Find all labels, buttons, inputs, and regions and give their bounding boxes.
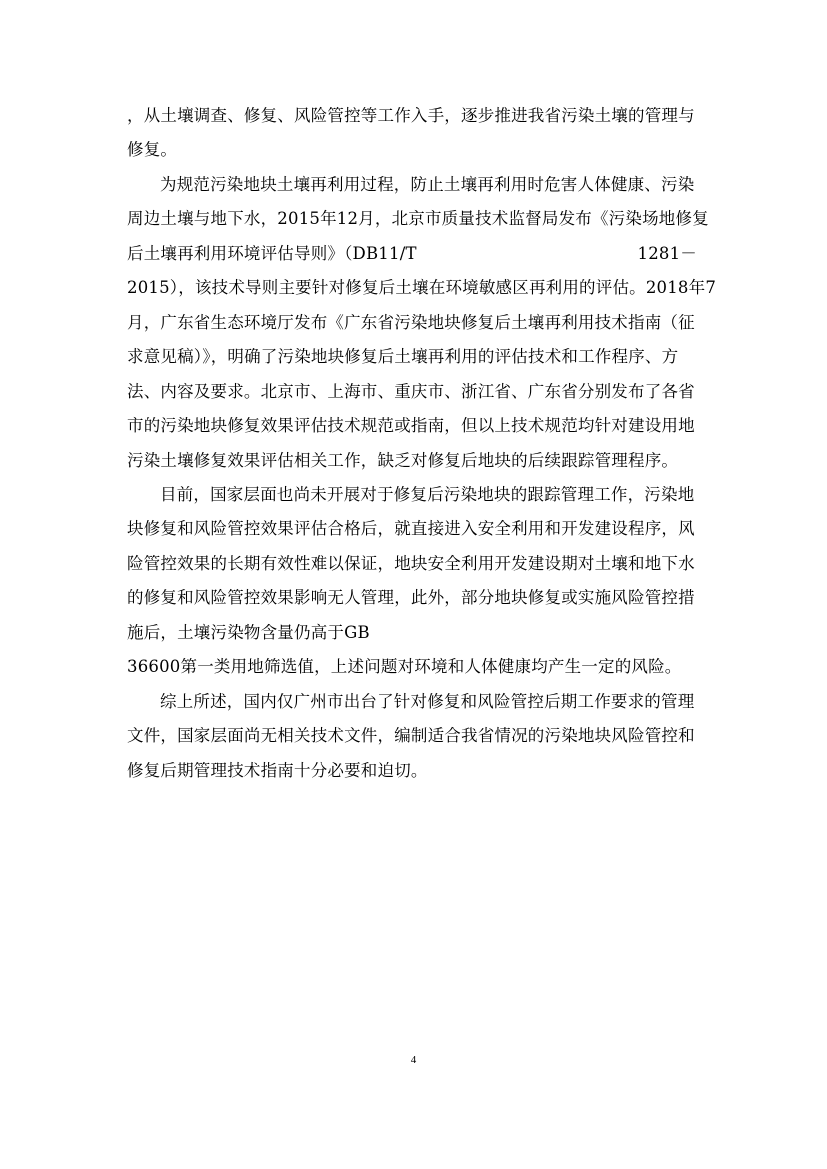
text-line: 块修复和风险管控效果评估合格后，就直接进入安全利用和开发建设程序，风 <box>127 519 695 538</box>
text-line: 险管控效果的长期有效性难以保证，地块安全利用开发建设期对土壤和地下水 <box>127 554 695 573</box>
text-line: 市的污染地块修复效果评估技术规范或指南，但以上技术规范均针对建设用地 <box>127 416 695 435</box>
text-line: 修复。 <box>127 140 178 159</box>
text-line-justified <box>127 237 697 271</box>
text-line: 的修复和风险管控效果影响无人管理，此外，部分地块修复或实施风险管控措 <box>127 588 695 607</box>
text-line: 法、内容及要求。北京市、上海市、重庆市、浙江省、广东省分别发布了各省 <box>127 382 695 401</box>
text-line: 月，广东省生态环境厅发布《广东省污染地块修复后土壤再利用技术指南（征 <box>127 313 695 332</box>
text-line: 文件，国家层面尚无相关技术文件，编制适合我省情况的污染地块风险管控和 <box>127 726 695 745</box>
text-line: 周边土壤与地下水，2015年12月，北京市质量技术监督局发布《污染场地修复 <box>127 209 709 228</box>
text-line: 修复后期管理技术指南十分必要和迫切。 <box>127 761 428 780</box>
page-number: 4 <box>410 1054 417 1066</box>
text-line: ，从土壤调查、修复、风险管控等工作入手，逐步推进我省污染土壤的管理与 <box>127 106 695 125</box>
text-segment: 后土壤再利用环境评估导则》（DB11/T <box>127 244 417 263</box>
text-line: 施后，土壤污染物含量仍高于GB <box>127 623 370 642</box>
text-line: 目前，国家层面也尚未开展对于修复后污染地块的跟踪管理工作，污染地 <box>160 485 695 504</box>
text-segment: 1281－ <box>637 244 697 263</box>
text-line: 污染土壤修复效果评估相关工作，缺乏对修复后地块的后续跟踪管理程序。 <box>127 451 679 470</box>
text-line: 综上所述，国内仅广州市出台了针对修复和风险管控后期工作要求的管理 <box>160 692 695 711</box>
text-line: 为规范污染地块土壤再利用过程，防止土壤再利用时危害人体健康、污染 <box>160 175 695 194</box>
text-line: 求意见稿）》，明确了污染地块修复后土壤再利用的评估技术和工作程序、方 <box>127 347 679 366</box>
text-line: 2015），该技术导则主要针对修复后土壤在环境敏感区再利用的评估。2018年7 <box>127 278 717 297</box>
text-line: 36600第一类用地筛选值，上述问题对环境和人体健康均产生一定的风险。 <box>127 657 682 676</box>
